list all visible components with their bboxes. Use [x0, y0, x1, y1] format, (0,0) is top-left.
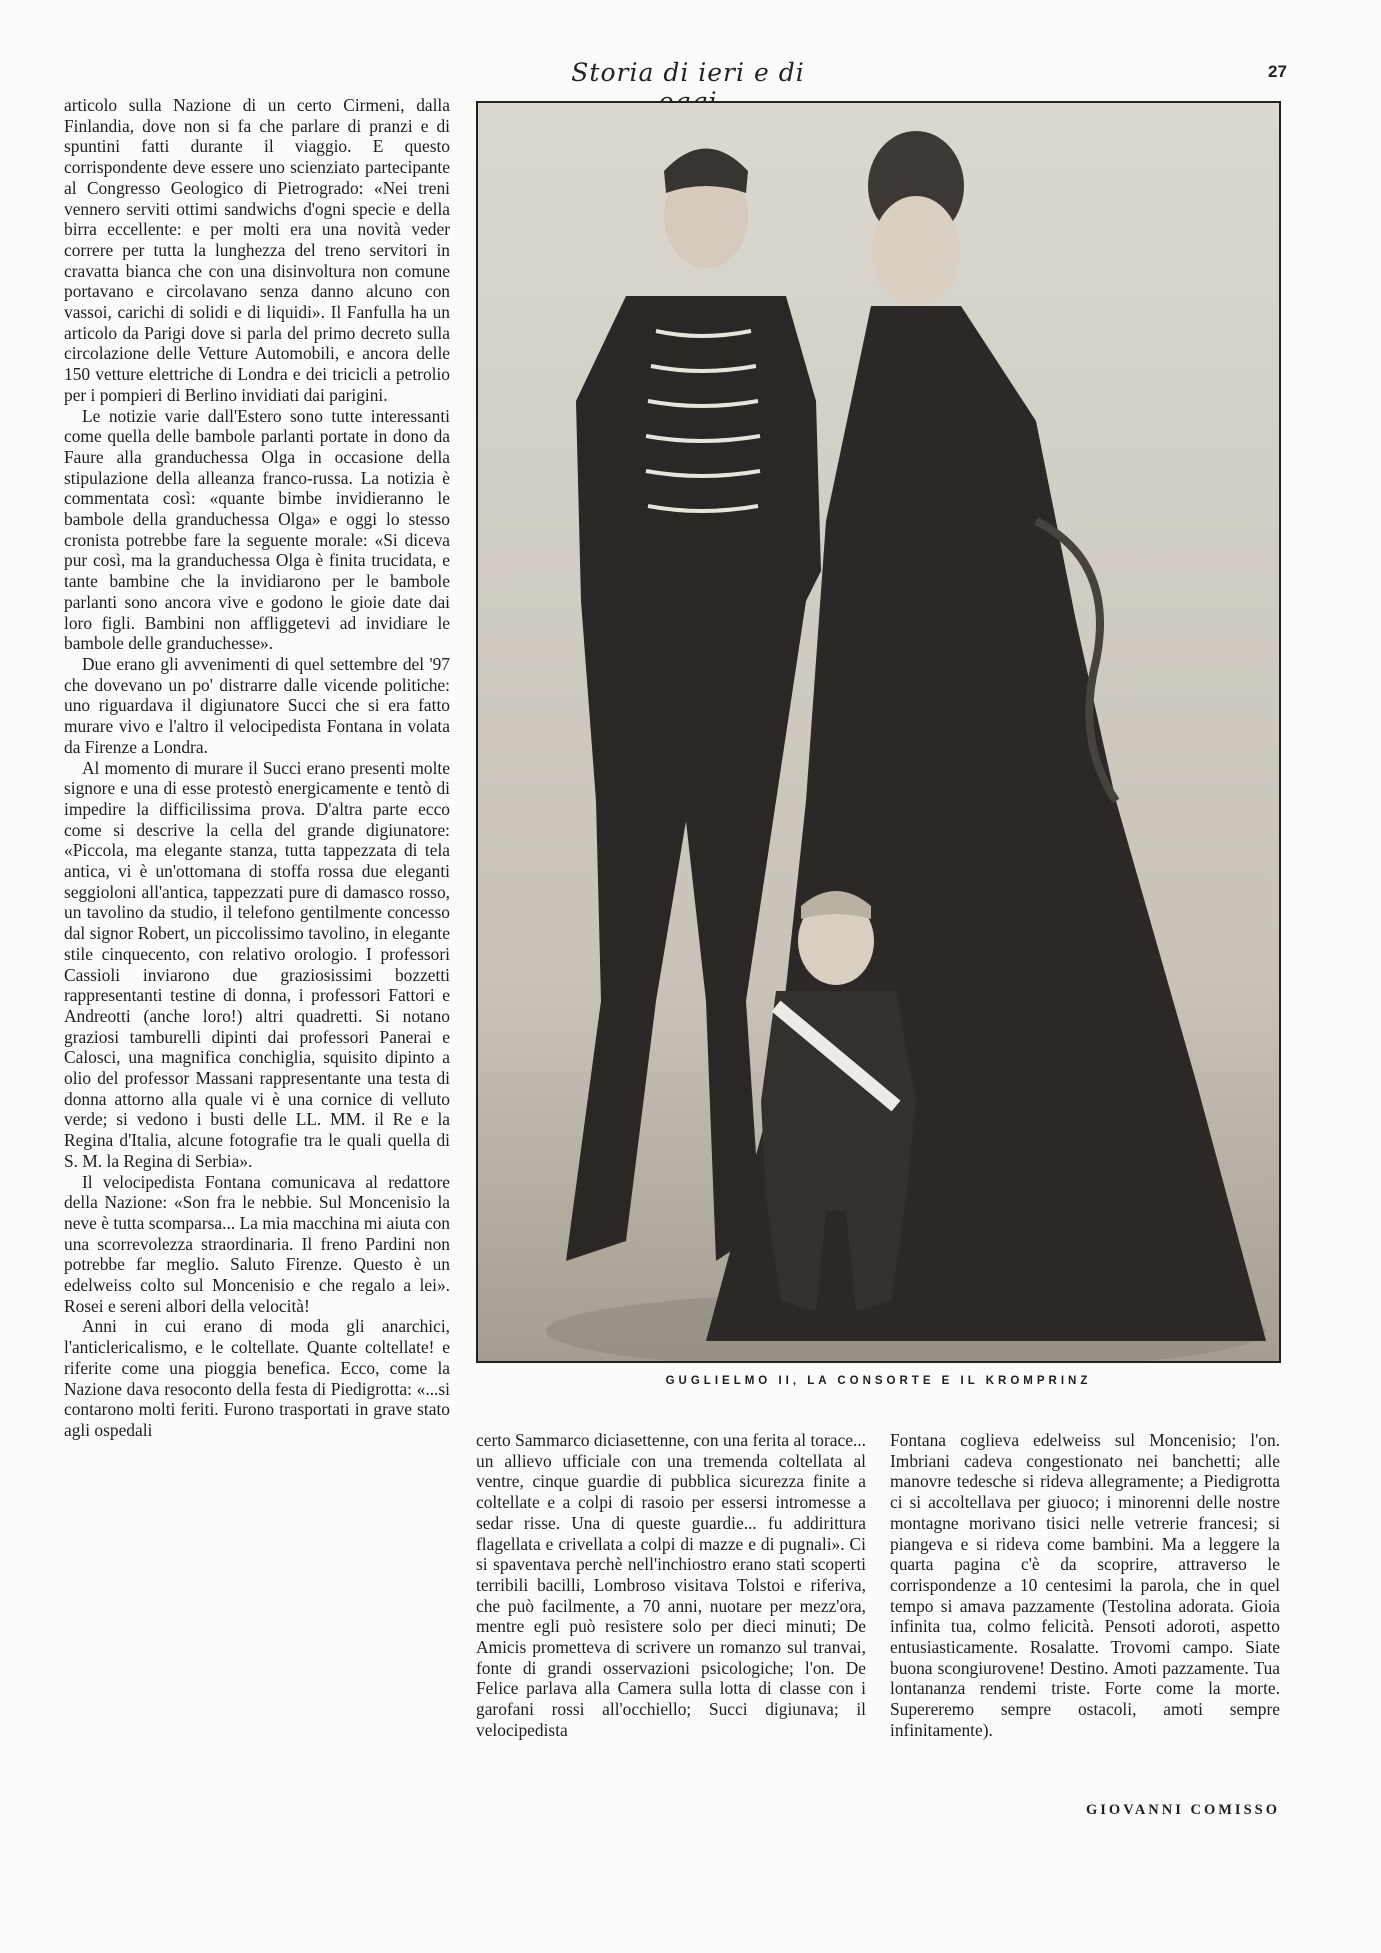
- paragraph: Due erano gli avvenimenti di quel settembre del '97 che dovevano un po' distrarre dalle vicende politiche: uno riguardava il digiunatore Succi che si era fatto murare vivo e l'altro il velocipedista Fontana in volata da Firenze a Londra.: [64, 653, 450, 757]
- paragraph: Le notizie varie dall'Estero sono tutte interessanti come quella delle bambole parlanti portate in dono da Faure alla granduchessa Olga in occasione della stipulazione della alleanza franco-russa. La notizia è commentata così: «quante bimbe invidieranno le bambole della granduchessa Olga» e oggi lo stesso cronista potrebbe fare la seguente morale: «Si diceva pur così, ma la granduchessa Olga è finita trucidata, e tante bambine che la invidiarono per le bambole parlanti sono ancora vive e godono le gioie date dai loro figli. Bambini non affliggetevi ad invidiare le bambole delle granduchesse».: [64, 405, 450, 654]
- column-left: [64, 95, 450, 1441]
- column-right: [890, 1430, 1280, 1741]
- paragraph: articolo sulla Nazione di un certo Cirmeni, dalla Finlandia, dove non si fa che parlare di pranzi e di spuntini fatti durante il viaggio. E questo corrispondente deve essere uno scienziato partecipante al Congresso Geologico di Pietrogrado: «Nei treni vennero serviti ottimi sandwichs d'ogni specie e della birra eccellente: e per molti era una novità veder correre per tutta la lunghezza del treno servitori in cravatta bianca che con una disinvoltura non comune portavano e circolavano senza danno alcuno con vassoi, carichi di solidi e di liquidi». Il Fanfulla ha un articolo da Parigi dove si parla del primo decreto sulla circolazione delle Vetture Automobili, e ancora delle 150 vetture elettriche di Londra e dei tricicli a petrolio per i pompieri di Berlino invidiati dai parigini.: [64, 95, 450, 405]
- paragraph: certo Sammarco diciasettenne, con una ferita al torace... un allievo ufficiale con una tremenda coltellata al ventre, cinque guardie di pubblica sicurezza finite a coltellate e a colpi di rasoio per essersi intromesse a sedar risse. Una di queste guardie... fu addirittura flagellata e crivellata a colpi di mazze e di pugnali». Ci si spaventava perchè nell'inchiostro erano stati scoperti terribili bacilli, Lombroso visitava Tolstoi e riferiva, che può facilmente, a 70 anni, nuotare per mezz'ora, mentre egli può resistere solo per dieci minuti; De Amicis prometteva di scrivere un romanzo sul tranvai, fonte di grandi osservazioni psicologiche; l'on. De Felice parlava alla Camera sulla lotta di classe con i garofani rossi all'occhiello; Succi digiunava; il velocipedista: [476, 1430, 866, 1740]
- running-title: Storia di ieri e di: [571, 58, 805, 87]
- paragraph: Fontana coglieva edelweiss sul Moncenisio; l'on. Imbriani cadeva congestionato nei banchetti; alle manovre tedesche si rideva allegramente; a Piedigrotta ci si accoltellava per giuoco; i minorenni delle nostre montagne morivano tisici nelle vetrerie francesi; si piangeva e si rideva come bambini. Ma a leggere la quarta pagina c'è da scoprire, attraverso le corrispondenze a 10 centesimi la parola, che in quel tempo si amava pazzamente (Testolina adorata. Gioia infinita tua, colmo felicità. Pensoti adoroti, aspetto entusiasticamente. Rosalatte. Trovomi campo. Siate buona scongiurovene! Destino. Amoti pazzamente. Tua lontananza rendemi triste. Forte come la morte. Supereremo sempre ostacoli, amoti sempre infinitamente).: [890, 1430, 1280, 1740]
- author-signature: GIOVANNI COMISSO: [1086, 1802, 1280, 1818]
- page-number: 27: [1268, 62, 1287, 81]
- photo-caption: GUGLIELMO II, LA CONSORTE E IL KROMPRINZ: [665, 1375, 1092, 1387]
- column-middle: [476, 1430, 866, 1741]
- portrait-illustration: [476, 101, 1281, 1363]
- paragraph: Al momento di murare il Succi erano presenti molte signore e una di esse protestò energicamente e tentò di impedire la difficilissima prova. D'altra parte ecco come si descrive la cella del grande digiunatore: «Piccola, ma elegante stanza, tutta tappezzata di tela antica, vi è un'ottomana di stoffa rossa due eleganti seggioloni all'antica, tappezzati pure di damasco rosso, un tavolino da studio, il telefono gentilmente concesso dal signor Robert, un piccolissimo tavolino, in elegante stile cinquecento, con relativo orologio. I professori Cassioli inviarono due graziosissimi bozzetti rappresentanti testine di donna, i professori Fattori e Andreotti (anche loro!) altri quadretti. Si notano graziosi tamburelli dipinti dai professori Panerai e Calosci, una magnifica conchiglia, squisito dipinto a olio del professor Massani rappresentante una testa di donna attorno alla quale vi è una cornice di velluto verde; si vedono i busti delle LL. MM. il Re e la Regina d'Italia, alcune fotografie tra le quali quella di S. M. la Regina di Serbia».: [64, 757, 450, 1171]
- family-portrait-photo: [476, 101, 1281, 1363]
- paragraph: Anni in cui erano di moda gli anarchici, l'anticlericalismo, e le coltellate. Quante coltellate! e riferite come una pioggia benefica. Ecco, come la Nazione dava resoconto della festa di Piedigrotta: «...si contarono molti feriti. Furono trasportati in grave stato agli ospedali: [64, 1316, 450, 1440]
- paragraph: Il velocipedista Fontana comunicava al redattore della Nazione: «Son fra le nebbie. Sul Moncenisio la neve è tutta scomparsa... La mia macchina mi aiuta con una scorrevolezza straordinaria. Il freno Pardini non potrebbe far meglio. Saluto Firenze. Questo è un edelweiss colto sul Moncenisio e che regalo a lei». Rosei e sereni albori della velocità!: [64, 1171, 450, 1316]
